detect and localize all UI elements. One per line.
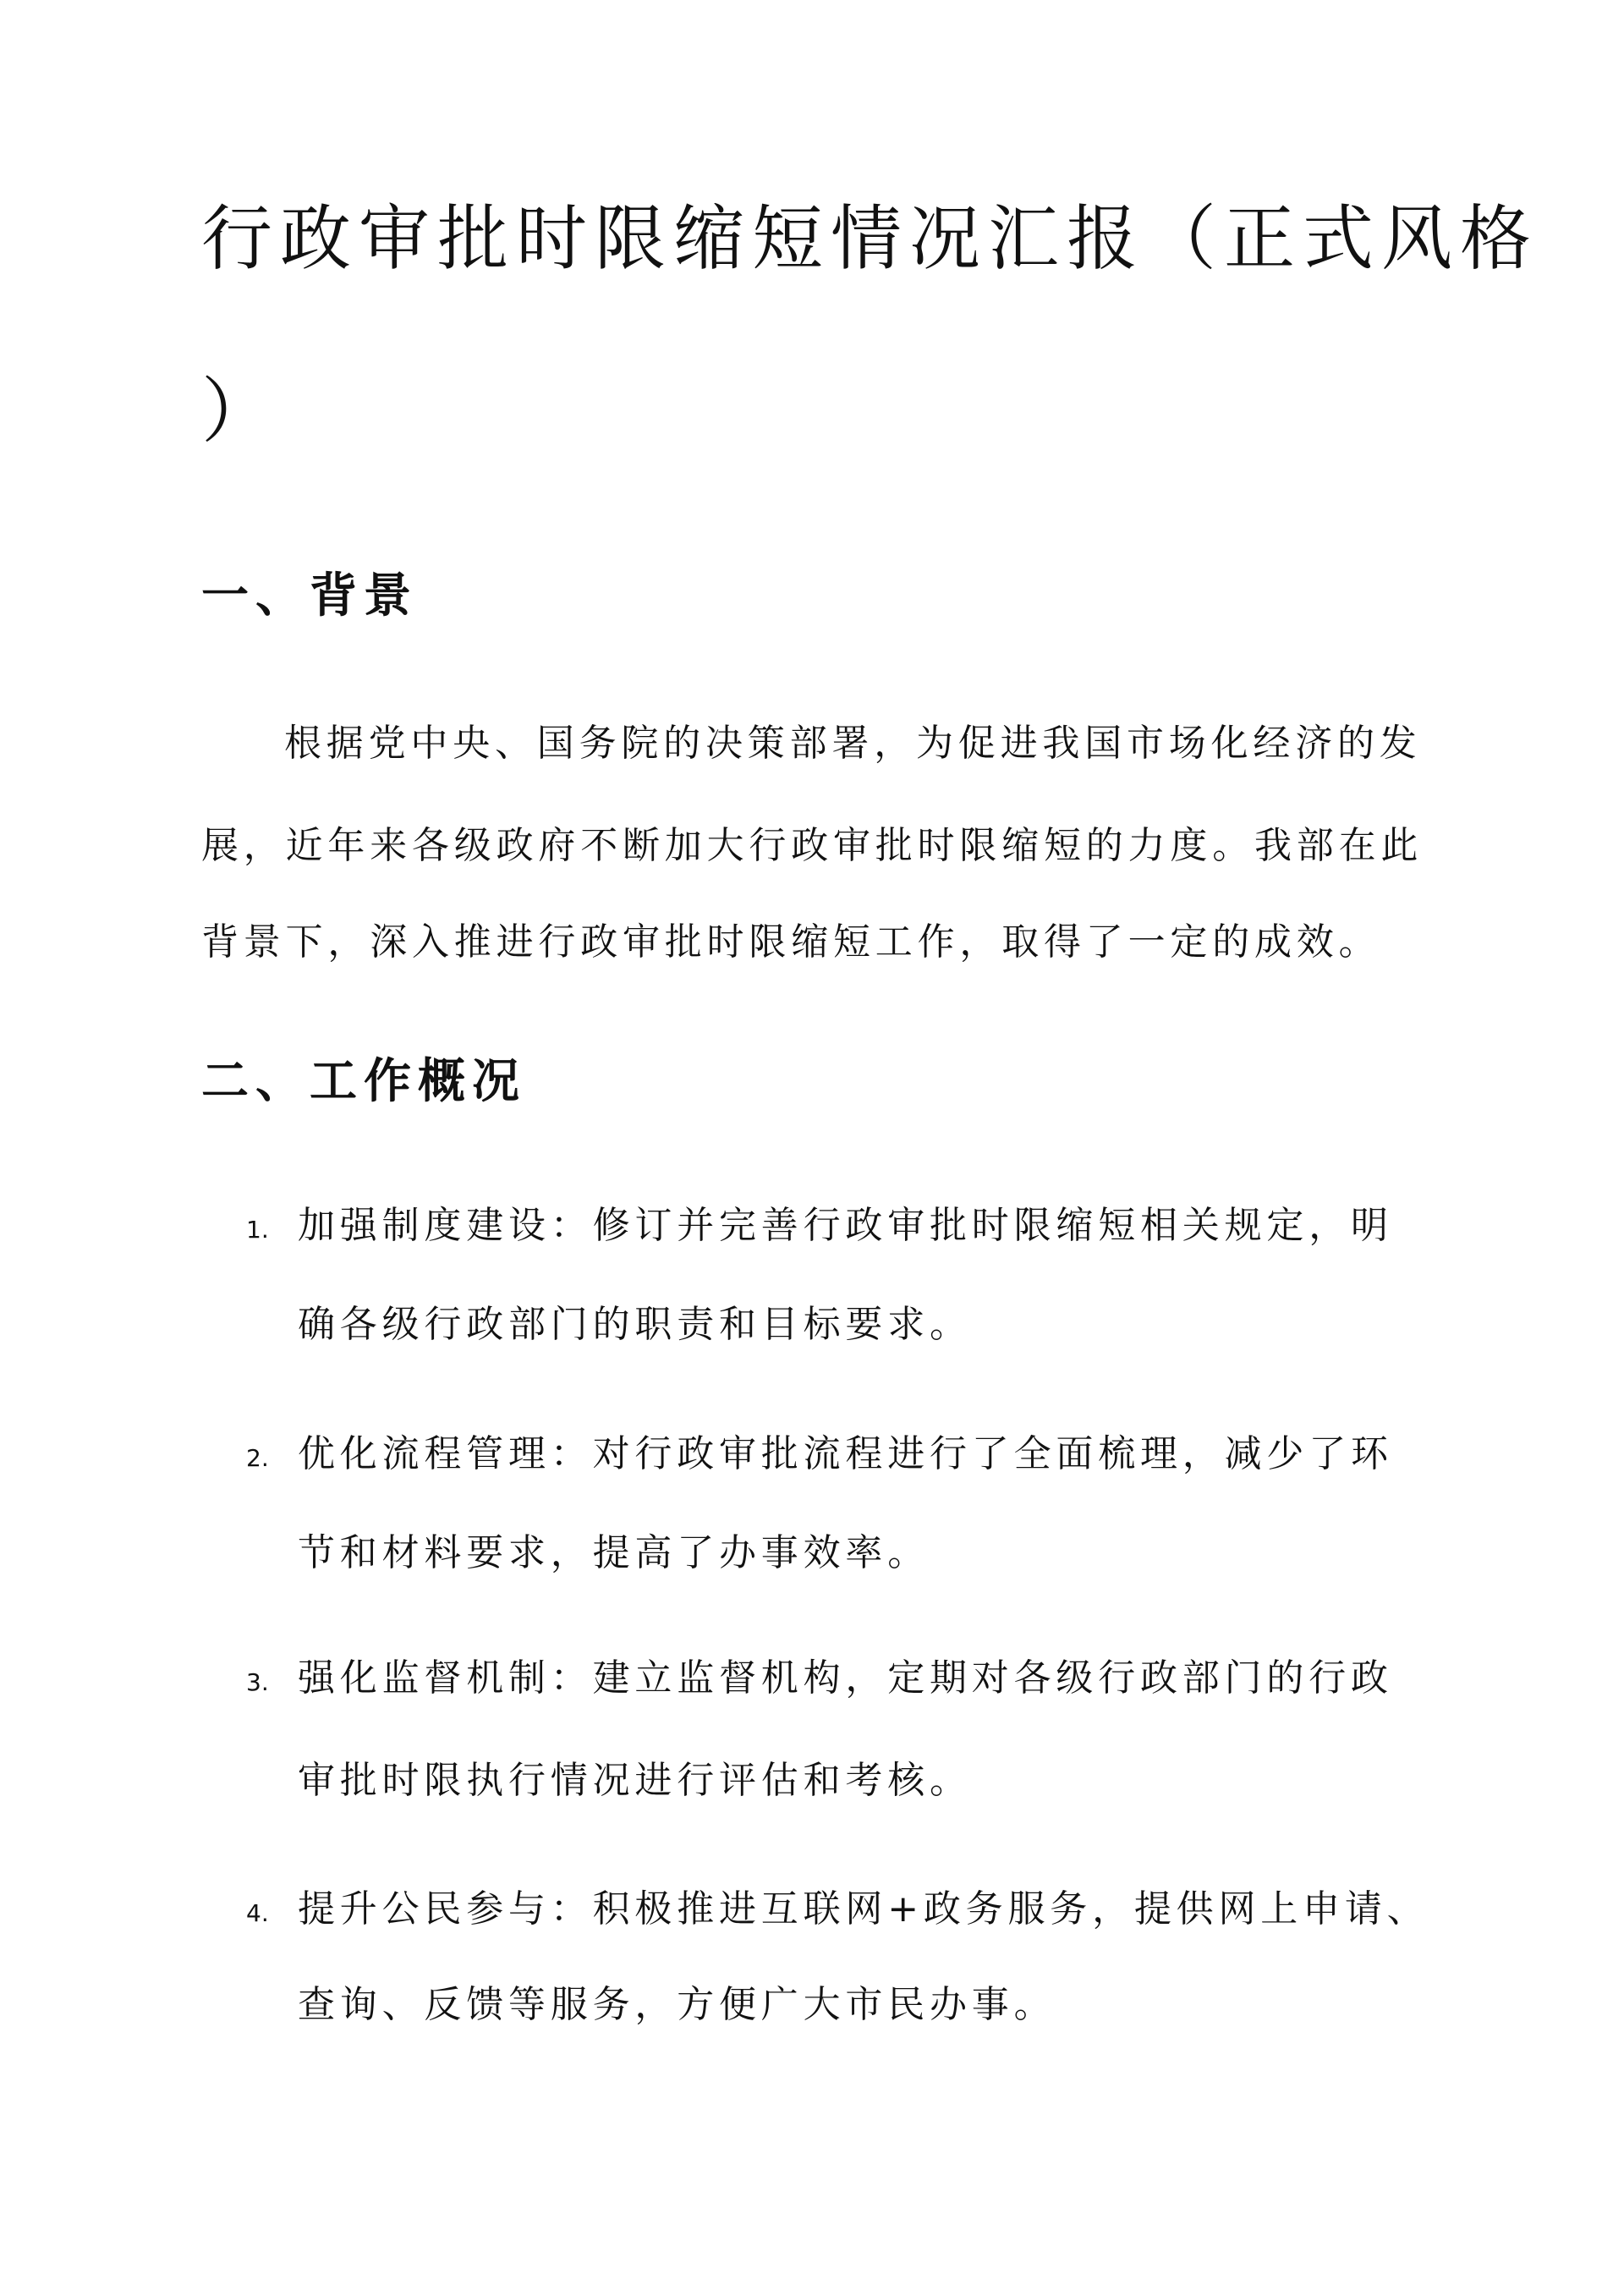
list-number: 1. [246,1216,269,1244]
list-item-line: 提升公民参与：积极推进互联网+政务服务，提供网上申请、 [298,1887,1429,1931]
list-item-line: 查询、反馈等服务，方便广大市民办事。 [298,1983,1056,2026]
list-item-line: 优化流程管理：对行政审批流程进行了全面梳理，减少了环 [298,1432,1393,1475]
list-item-line: 加强制度建设：修订并完善行政审批时限缩短相关规定，明 [298,1204,1393,1247]
document-title-line-1: 行政审批时限缩短情况汇报（正式风格 [201,197,1539,280]
list-item-line: 节和材料要求，提高了办事效率。 [298,1531,930,1574]
section-heading-overview: 二、工作概况 [201,1054,526,1109]
paragraph-line: 展，近年来各级政府不断加大行政审批时限缩短的力度。我部在此 [201,824,1424,867]
list-item-line: 审批时限执行情况进行评估和考核。 [298,1759,972,1802]
list-number: 4. [246,1899,269,1927]
paragraph-line: 背景下，深入推进行政审批时限缩短工作，取得了一定的成效。 [201,920,1381,964]
list-number: 2. [246,1444,269,1472]
document-title-line-2: ） [201,370,281,453]
list-number: 3. [246,1668,269,1696]
paragraph-line: 根据党中央、国务院的决策部署，为促进我国市场化经济的发 [284,722,1422,765]
section-heading-background: 一、背景 [201,569,418,623]
list-item-line: 确各级行政部门的职责和目标要求。 [298,1303,972,1346]
list-item-line: 强化监督机制：建立监督机构，定期对各级行政部门的行政 [298,1656,1393,1700]
